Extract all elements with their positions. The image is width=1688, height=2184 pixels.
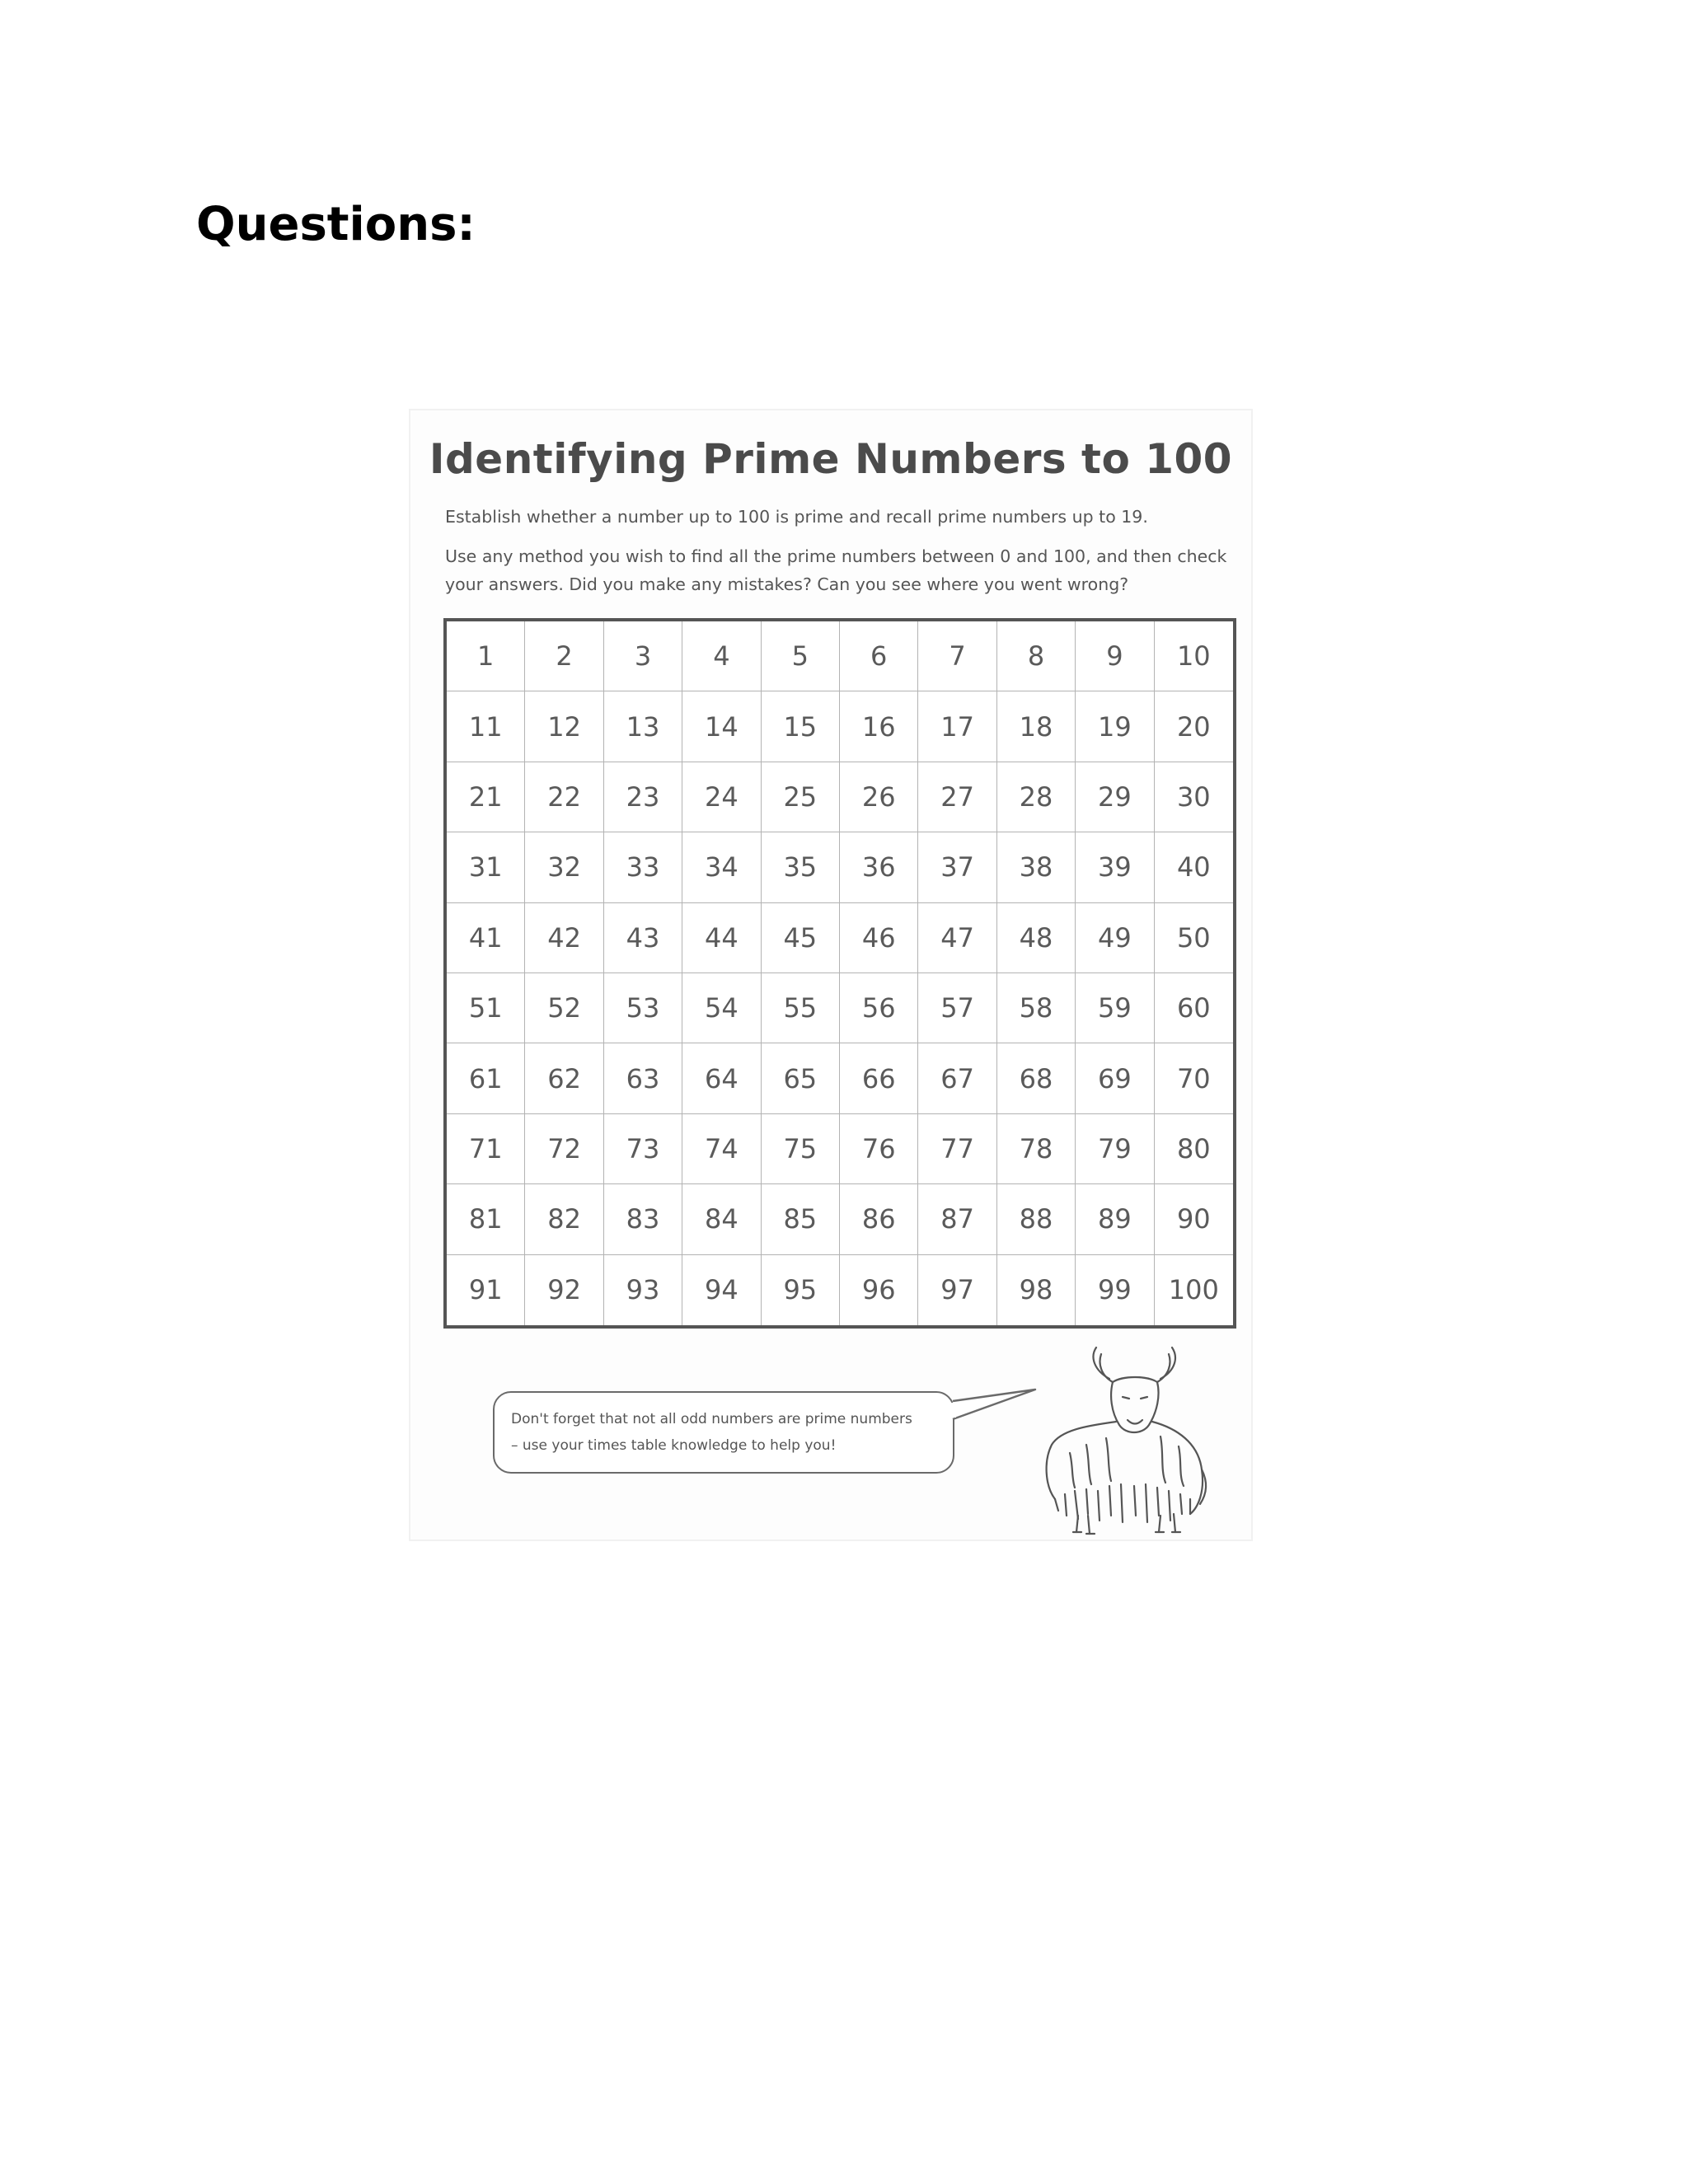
- grid-cell: 77: [918, 1114, 996, 1184]
- grid-cell: 22: [525, 762, 603, 832]
- grid-cell: 54: [682, 973, 761, 1043]
- grid-cell: 65: [762, 1043, 840, 1113]
- grid-cell: 71: [447, 1114, 525, 1184]
- grid-cell: 76: [840, 1114, 918, 1184]
- tip-line-2: – use your times table knowledge to help you!: [511, 1437, 837, 1454]
- grid-cell: 16: [840, 691, 918, 762]
- grid-cell: 42: [525, 903, 603, 973]
- grid-cell: 3: [604, 621, 682, 691]
- grid-cell: 62: [525, 1043, 603, 1113]
- grid-cell: 10: [1155, 621, 1233, 691]
- grid-cell: 19: [1076, 691, 1154, 762]
- grid-cell: 50: [1155, 903, 1233, 973]
- grid-cell: 9: [1076, 621, 1154, 691]
- grid-cell: 66: [840, 1043, 918, 1113]
- grid-cell: 94: [682, 1255, 761, 1325]
- grid-cell: 87: [918, 1184, 996, 1254]
- grid-cell: 97: [918, 1255, 996, 1325]
- grid-cell: 41: [447, 903, 525, 973]
- grid-cell: 84: [682, 1184, 761, 1254]
- grid-cell: 72: [525, 1114, 603, 1184]
- grid-cell: 57: [918, 973, 996, 1043]
- worksheet-title: Identifying Prime Numbers to 100: [429, 435, 1233, 483]
- grid-cell: 2: [525, 621, 603, 691]
- grid-cell: 47: [918, 903, 996, 973]
- grid-cell: 99: [1076, 1255, 1154, 1325]
- grid-cell: 25: [762, 762, 840, 832]
- grid-cell: 38: [997, 832, 1076, 902]
- grid-cell: 29: [1076, 762, 1154, 832]
- grid-cell: 51: [447, 973, 525, 1043]
- grid-cell: 61: [447, 1043, 525, 1113]
- grid-cell: 1: [447, 621, 525, 691]
- grid-cell: 14: [682, 691, 761, 762]
- grid-cell: 37: [918, 832, 996, 902]
- grid-cell: 69: [1076, 1043, 1154, 1113]
- grid-cell: 60: [1155, 973, 1233, 1043]
- grid-cell: 35: [762, 832, 840, 902]
- worksheet-instructions: Use any method you wish to find all the prime numbers between 0 and 100, and then check your answers. Did you make any mistakes? Can you see where you went wrong?: [445, 546, 1227, 594]
- grid-cell: 44: [682, 903, 761, 973]
- grid-cell: 79: [1076, 1114, 1154, 1184]
- grid-cell: 34: [682, 832, 761, 902]
- grid-cell: 63: [604, 1043, 682, 1113]
- grid-cell: 81: [447, 1184, 525, 1254]
- grid-cell: 28: [997, 762, 1076, 832]
- grid-cell: 40: [1155, 832, 1233, 902]
- grid-cell: 13: [604, 691, 682, 762]
- grid-cell: 27: [918, 762, 996, 832]
- grid-cell: 75: [762, 1114, 840, 1184]
- grid-cell: 67: [918, 1043, 996, 1113]
- grid-cell: 98: [997, 1255, 1076, 1325]
- grid-cell: 4: [682, 621, 761, 691]
- grid-cell: 90: [1155, 1184, 1233, 1254]
- grid-cell: 53: [604, 973, 682, 1043]
- grid-cell: 85: [762, 1184, 840, 1254]
- grid-cell: 89: [1076, 1184, 1154, 1254]
- grid-cell: 91: [447, 1255, 525, 1325]
- worksheet-objective: Establish whether a number up to 100 is prime and recall prime numbers up to 19.: [445, 507, 1148, 527]
- grid-cell: 7: [918, 621, 996, 691]
- grid-cell: 68: [997, 1043, 1076, 1113]
- grid-cell: 70: [1155, 1043, 1233, 1113]
- grid-cell: 32: [525, 832, 603, 902]
- grid-cell: 59: [1076, 973, 1154, 1043]
- grid-cell: 45: [762, 903, 840, 973]
- grid-cell: 43: [604, 903, 682, 973]
- grid-cell: 11: [447, 691, 525, 762]
- grid-cell: 95: [762, 1255, 840, 1325]
- grid-cell: 80: [1155, 1114, 1233, 1184]
- worksheet-image: [410, 410, 1251, 1540]
- grid-cell: 21: [447, 762, 525, 832]
- grid-cell: 49: [1076, 903, 1154, 973]
- grid-cell: 78: [997, 1114, 1076, 1184]
- page-heading: Questions:: [196, 198, 476, 251]
- grid-cell: 33: [604, 832, 682, 902]
- grid-cell: 15: [762, 691, 840, 762]
- grid-cell: 92: [525, 1255, 603, 1325]
- grid-cell: 6: [840, 621, 918, 691]
- grid-cell: 73: [604, 1114, 682, 1184]
- grid-cell: 74: [682, 1114, 761, 1184]
- grid-cell: 64: [682, 1043, 761, 1113]
- grid-cell: 12: [525, 691, 603, 762]
- grid-cell: 56: [840, 973, 918, 1043]
- grid-cell: 17: [918, 691, 996, 762]
- speech-bubble-tail: [938, 1394, 1037, 1444]
- grid-cell: 83: [604, 1184, 682, 1254]
- grid-cell: 88: [997, 1184, 1076, 1254]
- grid-cell: 20: [1155, 691, 1233, 762]
- grid-cell: 26: [840, 762, 918, 832]
- grid-cell: 23: [604, 762, 682, 832]
- hundred-square-grid: [443, 618, 1236, 1329]
- tip-line-1: Don't forget that not all odd numbers are prime numbers: [511, 1411, 912, 1427]
- grid-cell: 58: [997, 973, 1076, 1043]
- grid-cell: 82: [525, 1184, 603, 1254]
- grid-cell: 31: [447, 832, 525, 902]
- grid-cell: 100: [1168, 1274, 1219, 1306]
- grid-cell: 36: [840, 832, 918, 902]
- grid-cell: 18: [997, 691, 1076, 762]
- grid-cell: 24: [682, 762, 761, 832]
- yak-illustration-icon: [1037, 1346, 1210, 1535]
- grid-cell: 93: [604, 1255, 682, 1325]
- grid-cell: 5: [762, 621, 840, 691]
- grid-cell: 8: [997, 621, 1076, 691]
- grid-cell: 52: [525, 973, 603, 1043]
- grid-cell: 30: [1155, 762, 1233, 832]
- tip-speech-bubble: [493, 1391, 954, 1474]
- grid-cell: 96: [840, 1255, 918, 1325]
- grid-cell: 86: [840, 1184, 918, 1254]
- grid-cell: 55: [762, 973, 840, 1043]
- grid-cell: 46: [840, 903, 918, 973]
- grid-cell: 39: [1076, 832, 1154, 902]
- grid-cell: 48: [997, 903, 1076, 973]
